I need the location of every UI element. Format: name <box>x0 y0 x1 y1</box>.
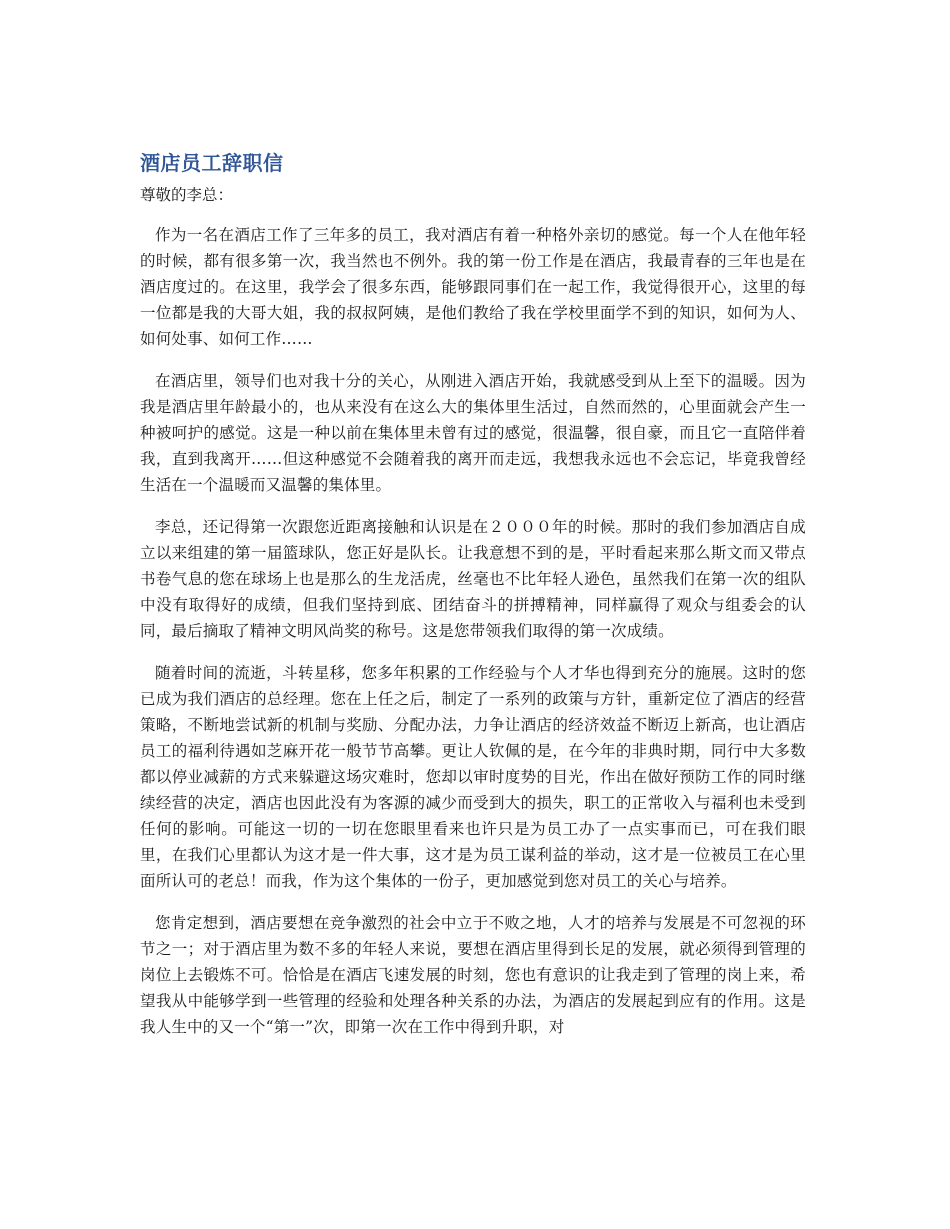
salutation: 尊敬的李总： <box>140 186 234 204</box>
document-title: 酒店员工辞职信 <box>140 151 284 175</box>
paragraph-3: 李总，还记得第一次跟您近距离接触和认识是在２０００年的时候。那时的我们参加酒店自成立以来组建的第一届篮球队，您正好是队长。让我意想不到的是，平时看起来那么斯文而又带点书卷气息的您在球场上也是那么的生龙活虎，丝毫也不比年轻人逊色，虽然我们在第一次的组队中没有取得好的成绩，但我们坚持到底、团结奋斗的拼搏精神，同样赢得了观众与组委会的认同，最后摘取了精神文明风尚奖的称号。这是您带领我们取得的第一次成绩。 <box>140 518 806 640</box>
letter-page <box>140 148 806 1056</box>
paragraph-2: 在酒店里，领导们也对我十分的关心，从刚进入酒店开始，我就感受到从上至下的温暖。因为我是酒店里年龄最小的，也从来没有在这么大的集体里生活过，自然而然的，心里面就会产生一种被呵护的感觉。这是一种以前在集体里未曾有过的感觉，很温馨，很自豪，而且它一直陪伴着我，直到我离开……但这种感觉不会随着我的离开而走远，我想我永远也不会忘记，毕竟我曾经生活在一个温暖而又温馨的集体里。 <box>140 372 806 494</box>
paragraph-5: 您肯定想到，酒店要想在竞争激烈的社会中立于不败之地，人才的培养与发展是不可忽视的环节之一；对于酒店里为数不多的年轻人来说，要想在酒店里得到长足的发展，就必须得到管理的岗位上去锻炼不可。恰恰是在酒店飞速发展的时刻，您也有意识的让我走到了管理的岗上来，希望我从中能够学到一些管理的经验和处理各种关系的办法，为酒店的发展起到应有的作用。这是我人生中的又一个“第一”次，即第一次在工作中得到升职，对 <box>140 914 806 1036</box>
paragraph-4: 随着时间的流逝，斗转星移，您多年积累的工作经验与个人才华也得到充分的施展。这时的您已成为我们酒店的总经理。您在上任之后，制定了一系列的政策与方针，重新定位了酒店的经营策略，不断地尝试新的机制与奖励、分配办法，力争让酒店的经济效益不断迈上新高，也让酒店员工的福利待遇如芝麻开花一般节节高攀。更让人钦佩的是，在今年的非典时期，同行中大多数都以停业减薪的方式来躲避这场灾难时，您却以审时度势的目光，作出在做好预防工作的同时继续经营的决定，酒店也因此没有为客源的减少而受到大的损失，职工的正常收入与福利也未受到任何的影响。可能这一切的一切在您眼里看来也许只是为员工办了一点实事而已，可在我们眼里，在我们心里都认为这才是一件大事，这才是为员工谋利益的举动，这才是一位被员工在心里面所认可的老总！而我，作为这个集体的一份子，更加感觉到您对员工的关心与培养。 <box>140 664 806 890</box>
paragraph-1: 作为一名在酒店工作了三年多的员工，我对酒店有着一种格外亲切的感觉。每一个人在他年轻的时候，都有很多第一次，我当然也不例外。我的第一份工作是在酒店，我最青春的三年也是在酒店度过的。在这里，我学会了很多东西，能够跟同事们在一起工作，我觉得很开心，这里的每一位都是我的大哥大姐，我的叔叔阿姨，是他们教给了我在学校里面学不到的知识，如何为人、如何处事、如何工作…… <box>140 226 806 348</box>
